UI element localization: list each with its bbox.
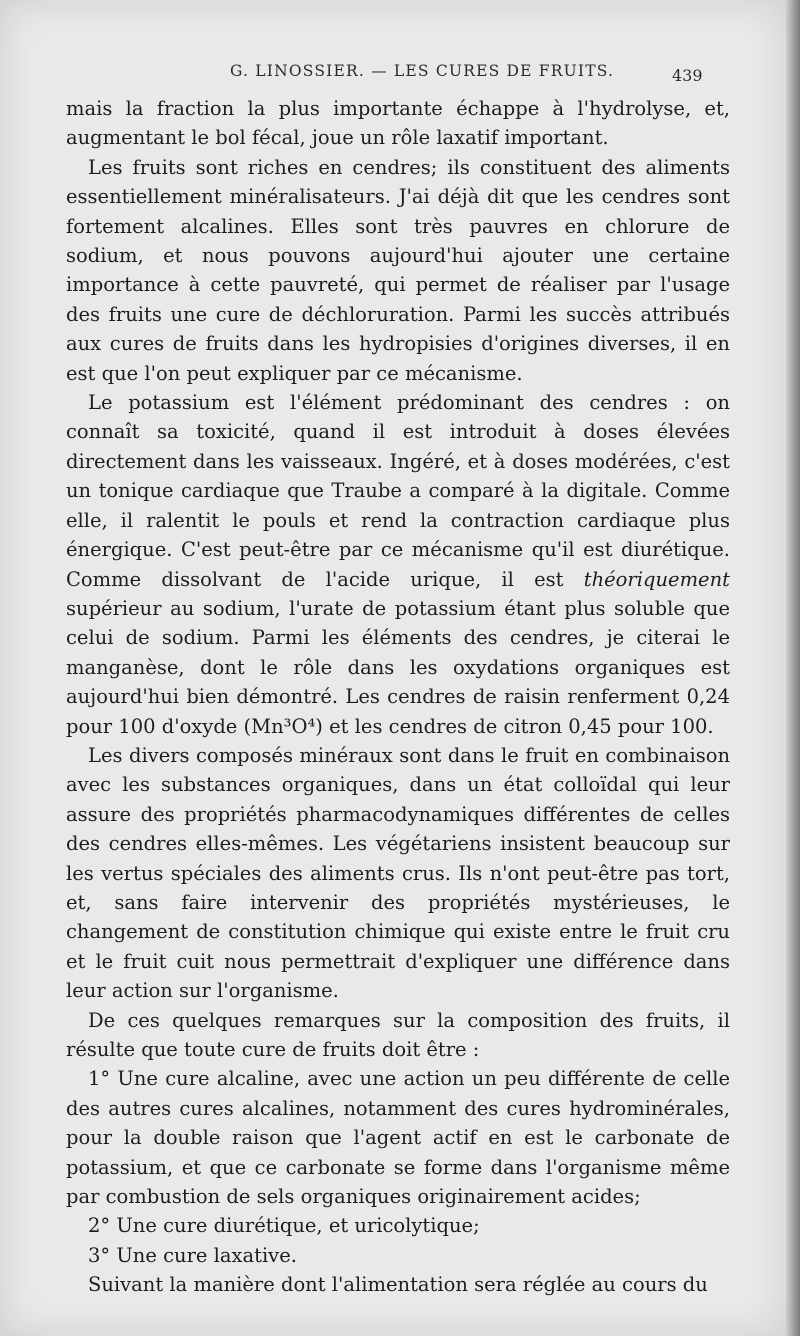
body-text	[66, 94, 730, 1300]
list-item-1: 1° Une cure alcaline, avec une action un peu différente de celle des autres cures alcalines, notamment des cures hydrominérales, pour la double raison que l'agent actif en est le carbonate de potassium, et que ce carbonate se forme dans l'organisme même par combustion de sels organiques originairement acides;	[66, 1067, 730, 1209]
list-item-3: 3° Une cure laxative.	[88, 1243, 297, 1267]
running-title: G. LINOSSIER. — LES CURES DE FRUITS.	[230, 62, 615, 80]
paragraph-continuation: mais la fraction la plus importante échappe à l'hydrolyse, et, augmentant le bol fécal, joue un rôle laxatif important.	[66, 97, 730, 150]
page-edge-shadow	[786, 0, 800, 1336]
italic-term: théoriquement	[583, 567, 730, 591]
paragraph-suivant: Suivant la manière dont l'alimentation sera réglée au cours du	[88, 1273, 708, 1297]
paragraph-potassium	[66, 388, 730, 741]
page-number: 439	[672, 66, 703, 85]
potassium-text-start: Le potassium est l'élément prédominant des cendres : on connaît sa toxicité, quand il est introduit à doses élevées directement dans les vaisseaux. Ingéré, et à doses modérées, c'est un tonique cardiaque que Traube a comparé à la digitale. Comme elle, il ralentit le pouls et rend la contraction cardiaque plus énergique. C'est peut-être par ce mécanisme qu'il est diurétique. Comme dissolvant de l'acide urique, il est	[66, 391, 730, 591]
paragraph-composes-mineraux: Les divers composés minéraux sont dans le fruit en combinaison avec les substances organiques, dans un état colloïdal qui leur assure des propriétés pharmacodynamiques différentes de celles des cendres elles-mêmes. Les végétariens insistent beaucoup sur les vertus spéciales des aliments crus. Ils n'ont peut-être pas tort, et, sans faire intervenir des propriétés mystérieuses, le changement de constitution chimique qui existe entre le fruit cru et le fruit cuit nous permettrait d'expliquer une différence dans leur action sur l'organisme.	[66, 743, 730, 1003]
list-item-2: 2° Une cure diurétique, et uricolytique;	[88, 1214, 480, 1238]
page-header	[0, 62, 786, 92]
potassium-text-end: supérieur au sodium, l'urate de potassium étant plus soluble que celui de sodium. Parmi les éléments des cendres, je citerai le manganèse, dont le rôle dans les oxydations organiques est aujourd'hui bien démontré. Les cendres de raisin renferment 0,24 pour 100 d'oxyde (Mn³O⁴) et les cendres de citron 0,45 pour 100.	[66, 596, 730, 738]
paragraph-remarques: De ces quelques remarques sur la composition des fruits, il résulte que toute cure de fruits doit être :	[66, 1008, 730, 1061]
paragraph-cendres: Les fruits sont riches en cendres; ils constituent des aliments essentiellement minéralisateurs. J'ai déjà dit que les cendres sont fortement alcalines. Elles sont très pauvres en chlorure de sodium, et nous pouvons aujourd'hui ajouter une certaine importance à cette pauvreté, qui permet de réaliser par l'usage des fruits une cure de déchloruration. Parmi les succès attribués aux cures de fruits dans les hydropisies d'origines diverses, il en est que l'on peut expliquer par ce mécanisme.	[66, 155, 730, 385]
